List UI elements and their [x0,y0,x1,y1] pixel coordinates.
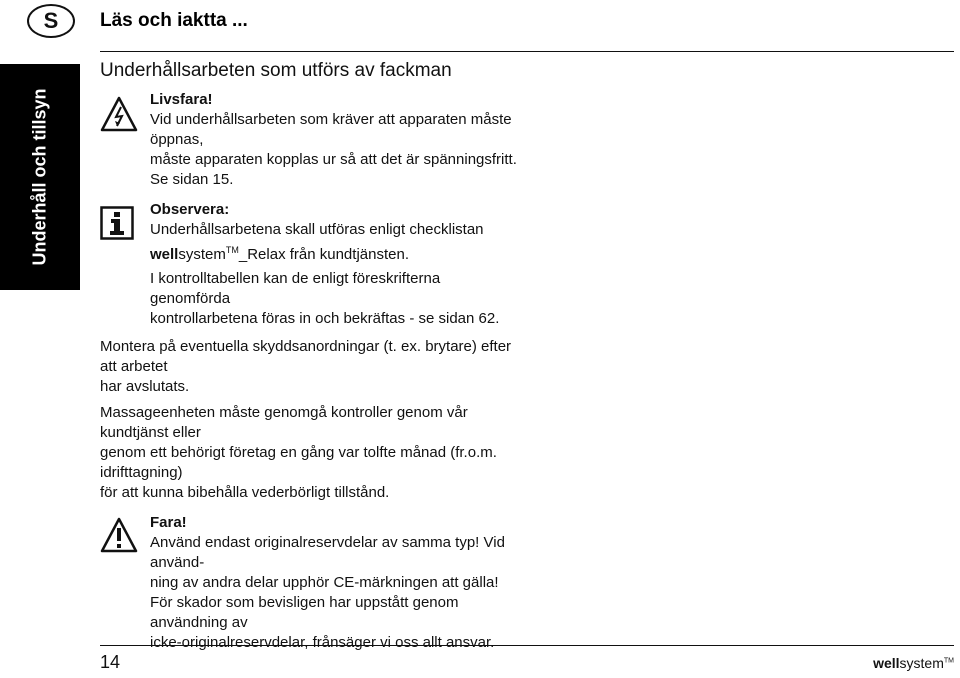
section-title: Underhållsarbeten som utförs av fackman [100,60,452,81]
brand-logo-tm: TM [943,657,954,665]
trademark: TM [225,245,239,255]
body-line: har avslutats. [100,378,190,395]
body-paragraph [100,403,520,503]
life-danger-heading: Livsfara! [150,91,213,108]
body-line: Montera på eventuella skyddsanordningar (t. ex. brytare) efter att arbetet [100,338,512,375]
side-tab-label: Underhåll och tillsyn [29,88,50,266]
page-content [100,90,520,653]
brand-rest: system [178,246,226,263]
page-number: 14 [100,652,121,672]
body-line: för att kunna bibehålla vederbörligt tillstånd. [100,484,390,501]
brand-logo-bold: well [873,655,900,671]
danger-heading: Fara! [150,514,187,531]
danger-line: ning av andra delar upphör CE-märkningen att gälla! [150,574,499,591]
electric-hazard-icon [100,96,138,132]
life-danger-line: måste apparaten kopplas ur så att det är spänningsfritt. [150,151,517,168]
note-para2-line: kontrollarbetena föras in och bekräftas - se sidan 62. [150,310,500,327]
body-line: genom ett behörigt företag en gång var tolfte månad (fr.o.m. idrifttagning) [100,444,497,481]
warning-icon [100,517,138,553]
life-danger-line: Se sidan 15. [150,171,234,188]
life-danger-block [100,90,520,190]
language-badge: S [27,4,75,38]
note-heading: Observera: [150,201,230,218]
note-line [150,240,520,265]
danger-block [100,513,520,653]
note-line-suffix: _Relax från kundtjänsten. [238,246,409,263]
note-block [100,200,520,329]
bottom-divider [100,645,954,646]
info-icon [100,206,134,240]
danger-line: icke-originalreservdelar, frånsäger vi oss allt ansvar. [150,634,495,651]
note-para2-line: I kontrolltabellen kan de enligt föreskrifterna genomförda [150,270,441,307]
life-danger-line: Vid underhållsarbeten som kräver att apparaten måste öppnas, [150,111,512,148]
brand-logo-rest: system [899,655,944,671]
danger-line: För skador som bevisligen har uppstått genom användning av [150,594,459,631]
note-line: Underhållsarbetena skall utföras enligt checklistan [150,221,484,238]
top-divider [100,51,954,52]
side-tab [0,64,80,290]
brand-logo [873,655,954,671]
header-title: Läs och iaktta ... [100,10,248,31]
body-paragraph [100,337,520,397]
brand-bold: well [150,246,179,263]
body-line: Massageenheten måste genomgå kontroller genom vår kundtjänst eller [100,404,468,441]
danger-line: Använd endast originalreservdelar av samma typ! Vid använd- [150,534,505,571]
